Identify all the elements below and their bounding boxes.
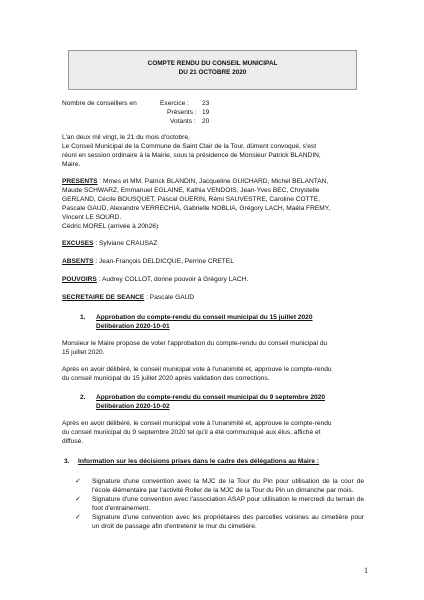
presents-line: Maude SCHWARZ, Emmanuel EGLAINE, Kathia VENDOIS, Jean-Yves BEC, Chrystelle xyxy=(62,187,320,194)
item-2-text: du conseil municipal du 9 septembre 2020 tel qu'il a été communiqué aux élus, affiché et xyxy=(62,429,321,436)
title-box xyxy=(68,50,357,90)
intro-line: Maire. xyxy=(62,161,81,168)
presents-count-value: 19 xyxy=(202,109,210,116)
presents-line: GERLAND, Cécile BOUSQUET, Pascal GUERIN, Rémi SAUVESTRE, Caroline COTTE, xyxy=(62,196,320,203)
pouvoirs-label: POUVOIRS xyxy=(62,276,97,283)
secretaire-line xyxy=(62,294,194,303)
item-2-text: diffusé. xyxy=(62,438,84,445)
item-1-deliberation: Délibération 2020-10-01 xyxy=(96,323,170,330)
votants-value: 20 xyxy=(202,118,210,125)
item-1-title: Approbation du compte-rendu du conseil municipal du 15 juillet 2020 xyxy=(96,314,313,321)
presents-text: : Mmes et MM. Patrick BLANDIN, Jacqueline GUICHARD, Michel BELANTAN, xyxy=(97,178,329,185)
list-item xyxy=(74,496,364,513)
pouvoirs-line xyxy=(62,276,248,285)
absents-line xyxy=(62,258,234,267)
title-line-2: DU 21 OCTOBRE 2020 xyxy=(178,68,247,76)
excuses-label: EXCUSES xyxy=(62,240,94,247)
list-item xyxy=(74,478,364,495)
list-item xyxy=(74,514,364,531)
item-3-number: 3. xyxy=(64,458,70,465)
presents-count-label: Présents : xyxy=(167,109,197,116)
item-1-text: Monsieur le Maire propose de voter l'approbation du compte-rendu du conseil municipal du xyxy=(62,340,328,347)
presents-line: Cédric MOREL (arrivée à 20h26) xyxy=(62,223,159,230)
checkmark-icon: ✓ xyxy=(75,514,81,522)
secretaire-text: : Pascale GAUD xyxy=(144,294,195,301)
list-item-text: Signature d'une convention avec l'association ASAP pour utilisation le mercredi du terrain de foot d'entrainement. xyxy=(92,496,364,512)
list-item-text: Signature d'une convention avec la MJC de la Tour du Pin pour utilisation de la cour de l'école élémentaire par l'activité Roller de la MJC de la Tour du Pin un dimanche par mois. xyxy=(92,478,364,494)
exercice-value: 23 xyxy=(202,100,210,107)
intro-line: réuni en session ordinaire à la Mairie, sous la présidence de Monsieur Patrick BLANDIN, xyxy=(62,152,321,159)
intro-line: Le Conseil Municipal de la Commune de Saint Clair de la Tour, dûment convoqué, s'est xyxy=(62,143,317,150)
item-2-number: 2. xyxy=(80,394,86,401)
excuses-line xyxy=(62,240,157,249)
title-line-1: COMPTE RENDU DU CONSEIL MUNICIPAL xyxy=(147,60,278,67)
votants-label: Votants : xyxy=(170,118,196,125)
item-1-text: 15 juillet 2020. xyxy=(62,349,105,356)
item-3-title: Information sur les décisions prises dans le cadre des délégations au Maire : xyxy=(78,458,320,465)
checkmark-icon: ✓ xyxy=(75,496,81,504)
list-item-text: Signature d'une convention avec les propriétaires des parcelles voisines au cimetière pour un droit de passage afin d'entretenir le mur du cimetière. xyxy=(92,514,364,530)
intro-line: L'an deux mil vingt, le 21 du mois d'octobre, xyxy=(62,134,190,141)
counsellors-label: Nombre de conseillers en xyxy=(62,100,137,107)
excuses-text: : Sylviane CRAUSAZ xyxy=(93,240,158,247)
pouvoirs-text: : Audrey COLLOT, donne pouvoir à Grégory LACH. xyxy=(96,276,249,283)
presents-line-1 xyxy=(62,178,328,187)
absents-text: : Jean-François DELDICQUE, Perrine CRETEL xyxy=(93,258,234,265)
page-number: 1 xyxy=(364,566,368,575)
item-1-text: du conseil municipal du 15 juillet 2020 après validation des corrections. xyxy=(62,375,270,382)
exercice-label: Exercice : xyxy=(160,100,189,107)
item-1-text: Après en avoir délibéré, le conseil municipal vote à l'unanimité et, approuve le compte-rendu xyxy=(62,366,332,373)
item-2-deliberation: Délibération 2020-10-02 xyxy=(96,403,170,410)
item-2-text: Après en avoir délibéré, le conseil municipal vote à l'unanimité et, approuve le compte-rendu xyxy=(62,420,332,427)
item-2-title: Approbation du compte-rendu du conseil municipal du 9 septembre 2020 xyxy=(96,394,325,401)
decisions-list xyxy=(74,478,364,533)
presents-line: Vincent LE SOURD. xyxy=(62,214,122,221)
absents-label: ABSENTS xyxy=(62,258,94,265)
item-1-number: 1. xyxy=(80,314,86,321)
checkmark-icon: ✓ xyxy=(75,478,81,485)
presents-line: Pascale GAUD, Alexandre VERRECHIA, Gabrielle NOBLIA, Grégory LACH, Maéla FREMY, xyxy=(62,205,331,212)
secretaire-label: SECRETAIRE DE SEANCE xyxy=(62,294,145,301)
presents-label: PRESENTS xyxy=(62,178,98,185)
